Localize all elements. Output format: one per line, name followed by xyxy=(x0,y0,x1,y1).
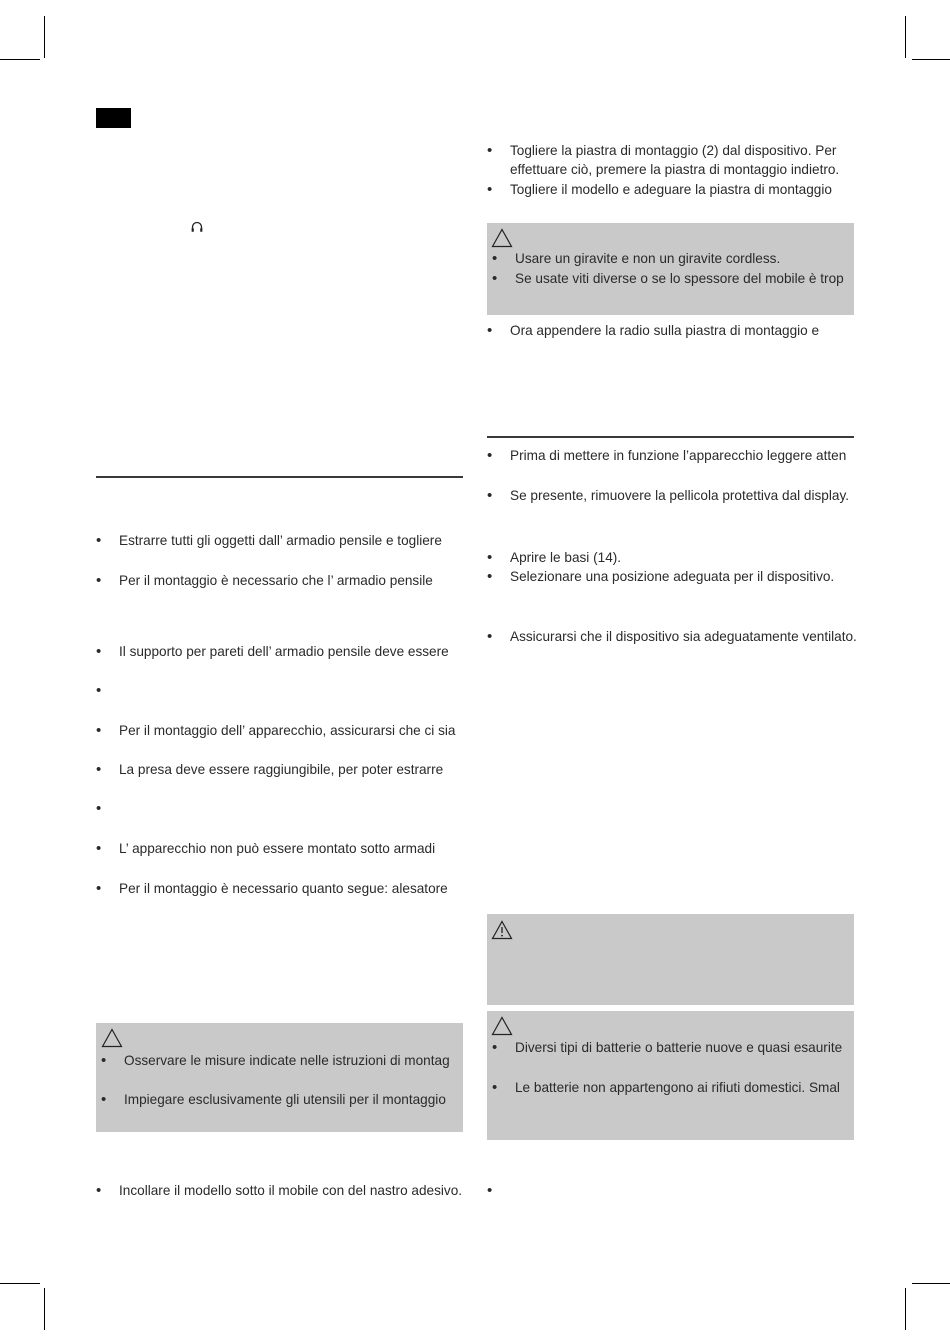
bullet-dot: • xyxy=(487,142,493,159)
bullet-dot: • xyxy=(96,572,102,589)
bullet-dot: • xyxy=(96,682,102,699)
bullet-dot: • xyxy=(101,1091,107,1108)
list-item-text: L’ apparecchio non può essere montato sotto armadi xyxy=(119,841,436,856)
bullet-dot: • xyxy=(487,447,493,464)
bullet-dot: • xyxy=(487,181,493,198)
bullet-dot: • xyxy=(492,1079,498,1096)
crop-mark xyxy=(0,1283,40,1284)
bullet-dot: • xyxy=(96,800,102,817)
list-item-text: Prima di mettere in funzione l’apparecchio leggere atten xyxy=(510,448,847,463)
section-divider xyxy=(96,476,463,478)
list-item-text: Ora appendere la radio sulla piastra di montaggio e xyxy=(510,323,820,338)
list-item-text: Incollare il modello sotto il mobile con del nastro adesivo. xyxy=(119,1183,463,1198)
bullet-dot: • xyxy=(96,880,102,897)
list-item-text: Selezionare una posizione adeguata per il dispositivo. xyxy=(510,569,835,584)
bullet-dot: • xyxy=(487,549,493,566)
warning-box xyxy=(96,1023,463,1132)
warning-box xyxy=(487,1011,854,1140)
list-item-text: Usare un giravite e non un giravite cordless. xyxy=(515,251,781,266)
crop-mark xyxy=(905,16,906,58)
crop-mark xyxy=(44,16,45,58)
list-item-text: Il supporto per pareti dell’ armadio pensile deve essere xyxy=(119,644,449,659)
bullet-dot: • xyxy=(96,761,102,778)
warning-triangle-icon xyxy=(101,1028,123,1048)
crop-mark xyxy=(912,59,950,60)
list-item-text: Per il montaggio è necessario che l’ armadio pensile xyxy=(119,573,433,588)
warning-box xyxy=(487,914,854,1005)
list-item-text: Osservare le misure indicate nelle istruzioni di montag xyxy=(124,1053,450,1068)
list-item-text: Togliere la piastra di montaggio (2) dal dispositivo. Per xyxy=(510,143,837,158)
bullet-dot: • xyxy=(487,628,493,645)
bullet-dot: • xyxy=(492,1039,498,1056)
bullet-dot: • xyxy=(492,250,498,267)
headphone-icon xyxy=(190,220,204,234)
list-item-text: La presa deve essere raggiungibile, per poter estrarre xyxy=(119,762,444,777)
warning-triangle-icon xyxy=(491,1016,513,1036)
list-item-text: Impiegare esclusivamente gli utensili per il montaggio xyxy=(124,1092,446,1107)
crop-mark xyxy=(912,1283,950,1284)
bullet-dot: • xyxy=(96,532,102,549)
bullet-dot: • xyxy=(492,270,498,287)
bullet-dot: • xyxy=(101,1052,107,1069)
bullet-dot: • xyxy=(96,1182,102,1199)
list-item-text: Per il montaggio è necessario quanto segue: alesatore xyxy=(119,881,448,896)
bullet-dot: • xyxy=(96,643,102,660)
list-item-text: Le batterie non appartengono ai rifiuti domestici. Smal xyxy=(515,1080,840,1095)
list-item-text: Aprire le basi (14). xyxy=(510,550,622,565)
bullet-dot: • xyxy=(96,722,102,739)
warning-triangle-icon xyxy=(491,920,513,940)
bullet-dot: • xyxy=(487,322,493,339)
crop-mark xyxy=(44,1288,45,1330)
list-item-text: Se usate viti diverse o se lo spessore del mobile è trop xyxy=(515,271,844,286)
list-item-text: Togliere il modello e adeguare la piastra di montaggio xyxy=(510,182,832,197)
list-item-text: Estrarre tutti gli oggetti dall’ armadio pensile e togliere xyxy=(119,533,442,548)
bullet-dot: • xyxy=(96,840,102,857)
list-item-text: Se presente, rimuovere la pellicola protettiva dal display. xyxy=(510,488,850,503)
list-item-text: effettuare ciò, premere la piastra di montaggio indietro. xyxy=(510,162,840,177)
list-item-text: Assicurarsi che il dispositivo sia adeguatamente ventilato. xyxy=(510,629,857,644)
bullet-dot: • xyxy=(487,568,493,585)
warning-triangle-icon xyxy=(491,228,513,248)
list-item-text: Diversi tipi di batterie o batterie nuove e quasi esaurite xyxy=(515,1040,843,1055)
bullet-dot: • xyxy=(487,487,493,504)
crop-mark xyxy=(0,59,40,60)
warning-box xyxy=(487,223,854,315)
bullet-dot: • xyxy=(487,1182,493,1199)
section-divider xyxy=(487,436,854,438)
list-item-text: Per il montaggio dell’ apparecchio, assicurarsi che ci sia xyxy=(119,723,456,738)
crop-mark xyxy=(905,1288,906,1330)
language-tab xyxy=(96,108,131,128)
